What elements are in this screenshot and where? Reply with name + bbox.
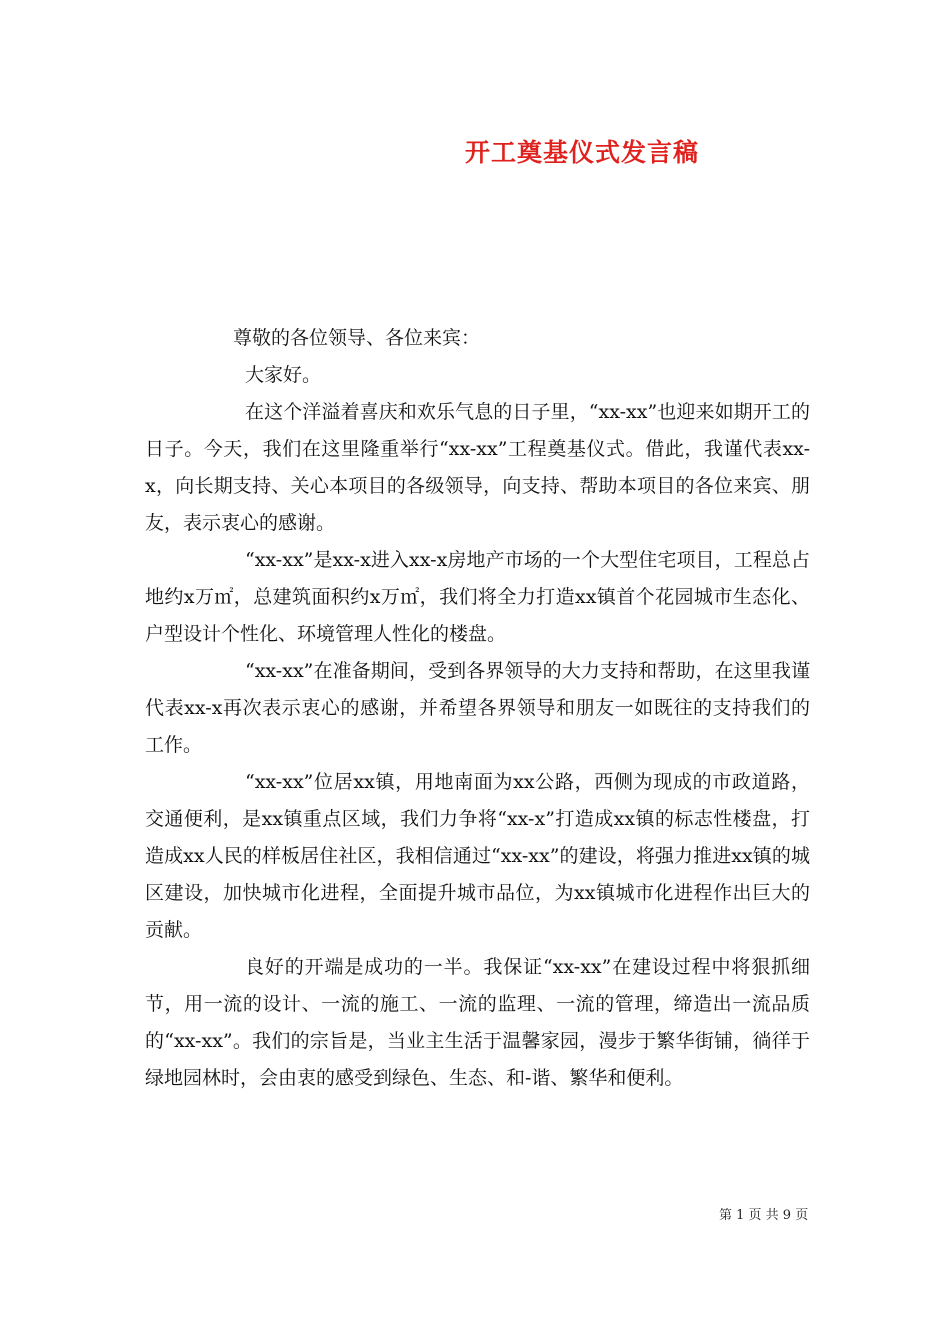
page-number: 第 1 页 共 9 页 [719,1208,809,1223]
paragraph-project-overview: “xx-xx”是xx-x进入xx-x房地产市场的一个大型住宅项目，工程总占地约x万㎡，总建筑面积约x万㎡，我们将全力打造xx镇首个花园城市生态化、户型设计个性化、环境管理人性化的楼盘。 [145,549,810,645]
paragraph-thanks: “xx-xx”在准备期间，受到各界领导的大力支持和帮助，在这里我谨代表xx-x再次表示衷心的感谢，并希望各界领导和朋友一如既往的支持我们的工作。 [145,660,810,756]
salutation: 尊敬的各位领导、各位来宾： [233,327,481,349]
paragraph-commitment: 良好的开端是成功的一半。我保证“xx-xx”在建设过程中将狠抓细节，用一流的设计、一流的施工、一流的监理、一流的管理，缔造出一流品质的“xx-xx”。我们的宗旨是，当业主生活于温馨家园，漫步于繁华街铺，徜徉于绿地园林时，会由衷的感受到绿色、生态、和-谐、繁华和便利。 [145,956,810,1089]
document-body [145,320,810,1097]
paragraph-location: “xx-xx”位居xx镇，用地南面为xx公路，西侧为现成的市政道路，交通便利，是xx镇重点区域，我们力争将“xx-x”打造成xx镇的标志性楼盘，打造成xx人民的样板居住社区，我相信通过“xx-xx”的建设，将强力推进xx镇的城区建设，加快城市化进程，全面提升城市品位，为xx镇城市化进程作出巨大的贡献。 [145,771,810,941]
document-title: 开工奠基仪式发言稿 [464,138,699,167]
paragraph-opening: 在这个洋溢着喜庆和欢乐气息的日子里，“xx-xx”也迎来如期开工的日子。今天，我们在这里隆重举行“xx-xx”工程奠基仪式。借此，我谨代表xx-x，向长期支持、关心本项目的各级领导，向支持、帮助本项目的各位来宾、朋友，表示衷心的感谢。 [145,401,810,534]
greeting: 大家好。 [245,364,322,386]
